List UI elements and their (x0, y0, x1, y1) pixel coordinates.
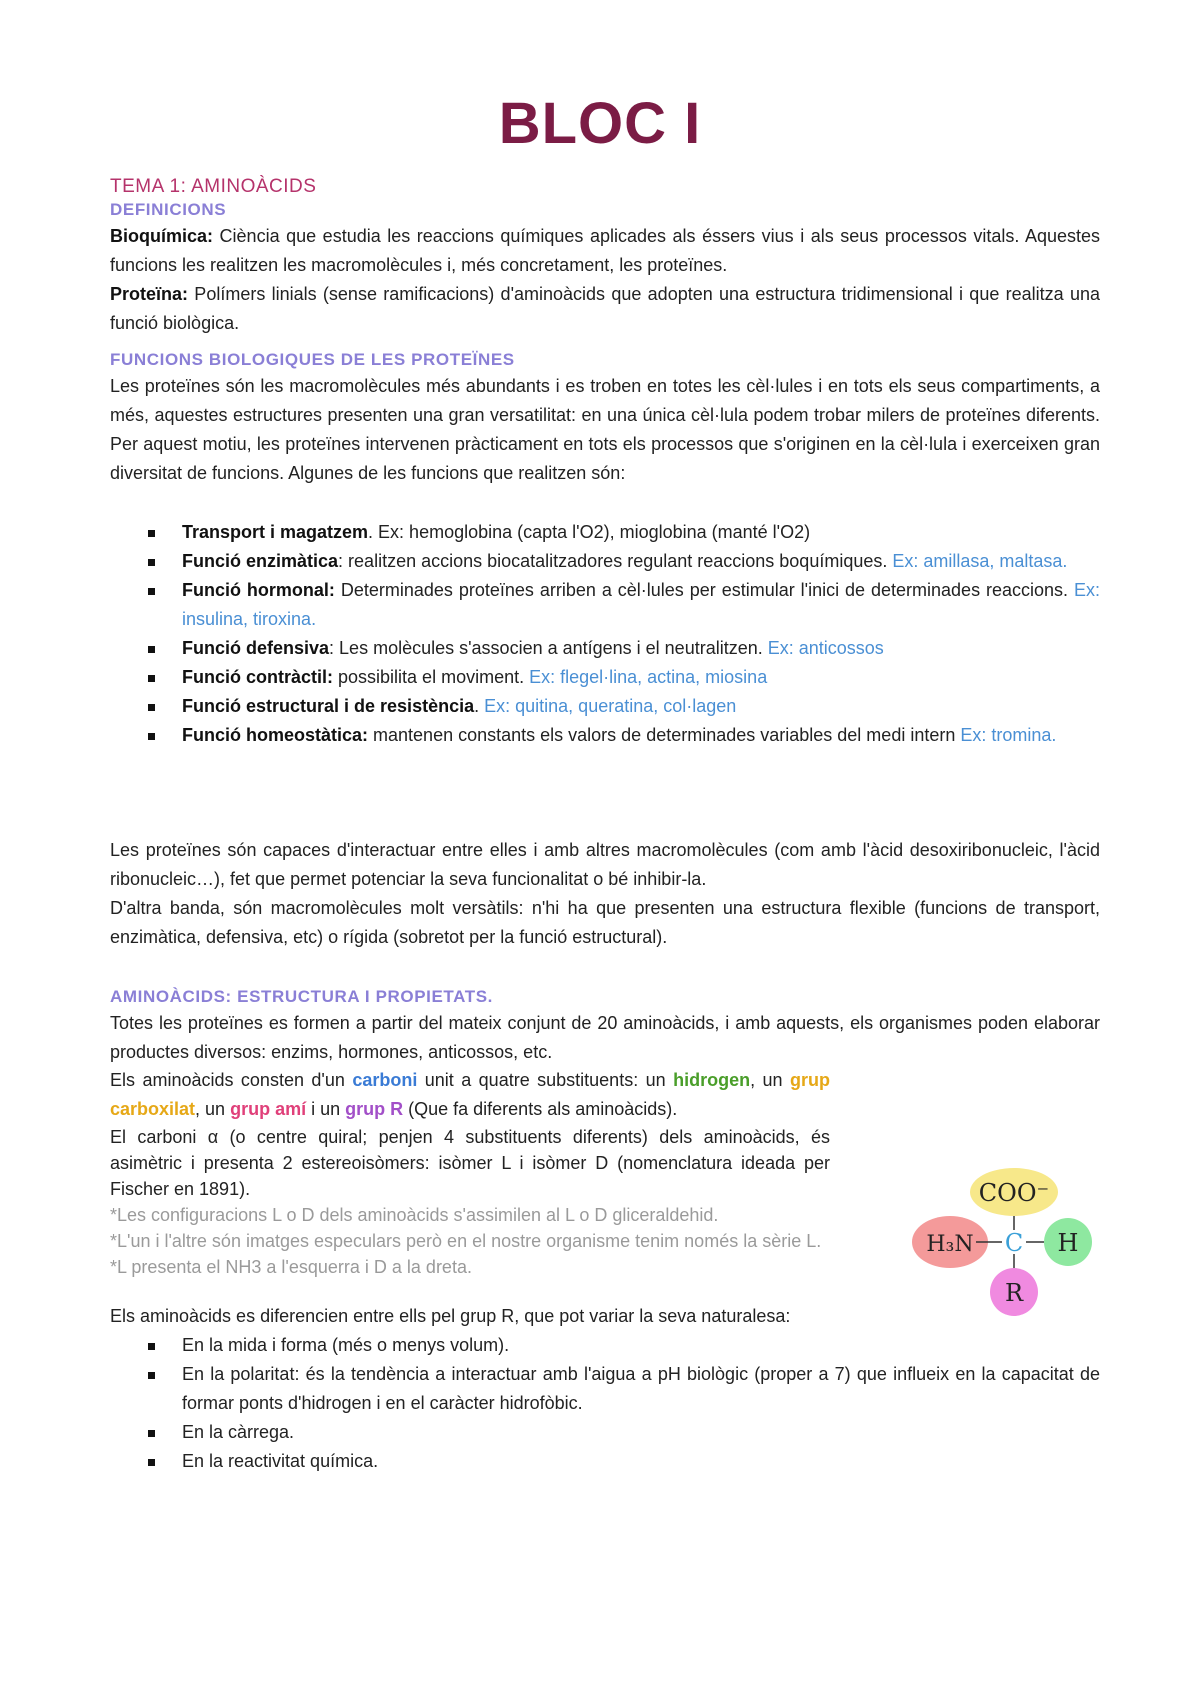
funcio-text: Determinades proteïnes arriben a cèl·lules per estimular l'inici de determinades reaccions. (334, 580, 1074, 600)
bullet-square-icon (148, 1430, 155, 1437)
funcions-section (110, 350, 1100, 488)
bullet-square-icon (148, 588, 155, 595)
aminoacids-paragraph-3: El carboni α (o centre quiral; penjen 4 substituents diferents) dels aminoàcids, és asimètric i presenta 2 estereoisòmers: isòmer L i isòmer D (nomenclatura ideada per Fischer en 1891). (110, 1127, 830, 1199)
bullet-square-icon (148, 530, 155, 537)
funcio-text: . (474, 696, 485, 716)
r-label: R (1004, 1279, 1024, 1307)
funcio-term: Funció enzimàtica (182, 551, 339, 571)
funcio-text: . Ex: hemoglobina (capta l'O2), mioglobina (manté l'O2) (368, 522, 811, 542)
funcions-heading: FUNCIONS BIOLOGIQUES DE LES PROTEÏNES (110, 350, 515, 369)
h-label: H (1057, 1229, 1079, 1257)
funcio-text: possibilita el moviment. (333, 667, 530, 687)
note-line: *L'un i l'altre són imatges especulars però en el nostre organisme tenim només la sèrie L. (110, 1231, 822, 1251)
funcio-term: Funció estructural i de resistència (182, 696, 475, 716)
funcio-item (110, 634, 1100, 663)
aminoacids-heading: AMINOÀCIDS: ESTRUCTURA I PROPIETATS. (110, 987, 494, 1006)
aminoacids-paragraph-4: Els aminoàcids es diferencien entre ells pel grup R, que pot variar la seva naturalesa: (110, 1306, 791, 1326)
bullet-square-icon (148, 646, 155, 653)
coo-label: COO⁻ (978, 1179, 1050, 1207)
h3n-label: H₃N (926, 1232, 974, 1257)
funcio-item (110, 721, 1100, 750)
funcio-text: : Les molècules s'associen a antígens i el neutralitzen. (329, 638, 768, 658)
carbon-label: C (1004, 1229, 1024, 1257)
funcio-item (110, 692, 1100, 721)
bullet-square-icon (148, 559, 155, 566)
note-line: *L presenta el NH3 a l'esquerra i D a la dreta. (110, 1257, 472, 1277)
grup-r-item (110, 1418, 1100, 1447)
grup-r-item (110, 1447, 1100, 1476)
funcio-example: Ex: insulina, tiroxina. (182, 580, 1100, 629)
proteina-text: Polímers linials (sense ramificacions) d'aminoàcids que adopten una estructura tridimensional i que realitza una funció biològica. (110, 284, 1100, 333)
funcio-item (110, 663, 1100, 692)
bioquimica-text: Ciència que estudia les reaccions químiques aplicades als éssers vius i als seus processos vitals. Aquestes funcions les realitzen les macromolècules i, més concretament, les proteïnes. (110, 226, 1100, 275)
bioquimica-definition (110, 222, 1100, 280)
funcio-item (110, 518, 1100, 547)
proteina-term: Proteïna: (110, 284, 189, 304)
definicions-heading: DEFINICIONS (110, 200, 227, 219)
grup-r-item-text: En la reactivitat química. (182, 1451, 379, 1471)
grup-r-section (110, 1302, 1100, 1476)
proteina-definition (110, 280, 1100, 338)
carboni-label: carboni (352, 1070, 418, 1090)
definicions-section (110, 200, 1100, 338)
versatility-paragraph: D'altra banda, són macromolècules molt versàtils: n'hi ha que presenten una estructura flexible (funcions de transport, enzimàtica, defensiva, etc) o rígida (sobretot per la funció estructural). (110, 898, 1100, 947)
amino-acid-structure-diagram (912, 1160, 1102, 1320)
funcio-term: Funció homeostàtica: (182, 725, 369, 745)
funcio-term: Transport i magatzem (182, 522, 369, 542)
funcio-example: Ex: tromina. (960, 725, 1057, 745)
hidrogen-label: hidrogen (673, 1070, 751, 1090)
tema-heading: TEMA 1: AMINOÀCIDS (110, 176, 317, 197)
bullet-square-icon (148, 1372, 155, 1379)
aminoacids-structure-text (110, 1066, 830, 1202)
interaction-paragraph: Les proteïnes són capaces d'interactuar entre elles i amb altres macromolècules (com amb l'àcid desoxiribonucleic, l'àcid ribonucleic…), fet que permet potenciar la seva funcionalitat o bé inhibir-la. (110, 840, 1100, 889)
aminoacids-paragraph-2: Els aminoàcids consten d'un carboni unit a quatre substituents: un hidrogen, un grup carboxilat, un grup amí i un grup R (Que fa diferents als aminoàcids). (110, 1070, 830, 1119)
bioquimica-term: Bioquímica: (110, 226, 214, 246)
funcio-term: Funció hormonal: (182, 580, 335, 600)
grup-r-item-text: En la polaritat: és la tendència a interactuar amb l'aigua a pH biològic (proper a 7) que influeix en la capacitat de formar ponts d'hidrogen i en el caràcter hidrofòbic. (182, 1364, 1100, 1413)
funcions-intro: Les proteïnes són les macromolècules més abundants i es troben en totes les cèl·lules i en tots els seus compartiments, a més, aquestes estructures presenten una gran versatilitat: en una única cèl·lula podem trobar milers de proteïnes diferents. Per aquest motiu, les proteïnes intervenen pràcticament en tots els processos que s'originen en la cèl·lula i exerceixen gran diversitat de funcions. Algunes de les funcions que realitzen són: (110, 376, 1100, 483)
funcio-text: mantenen constants els valors de determinades variables del medi intern (368, 725, 961, 745)
grup-r-item (110, 1360, 1100, 1418)
funcio-term: Funció contràctil: (182, 667, 334, 687)
funcio-example: Ex: flegel·lina, actina, miosina (529, 667, 768, 687)
bullet-square-icon (148, 704, 155, 711)
grup-r-label: grup R (345, 1099, 404, 1119)
grup-ami-label: grup amí (230, 1099, 307, 1119)
bullet-square-icon (148, 1343, 155, 1350)
funcio-term: Funció defensiva (182, 638, 330, 658)
funcio-example: Ex: amillasa, maltasa. (892, 551, 1068, 571)
note-line: *Les configuracions L o D dels aminoàcids s'assimilen al L o D gliceraldehid. (110, 1205, 719, 1225)
funcio-item (110, 576, 1100, 634)
funcio-example: Ex: anticossos (767, 638, 884, 658)
bullet-square-icon (148, 675, 155, 682)
grup-carboxilat-label: grup carboxilat (110, 1070, 830, 1119)
funcio-text: : realitzen accions biocatalitzadores regulant reaccions boquímiques. (338, 551, 893, 571)
bullet-square-icon (148, 1459, 155, 1466)
funcio-item (110, 547, 1100, 576)
funcions-list (110, 518, 1100, 750)
grup-r-item-text: En la mida i forma (més o menys volum). (182, 1335, 510, 1355)
page-title: BLOC I (498, 91, 702, 156)
funcio-example: Ex: quitina, queratina, col·lagen (484, 696, 737, 716)
grup-r-item-text: En la càrrega. (182, 1422, 295, 1442)
grup-r-item (110, 1331, 1100, 1360)
aminoacids-paragraph-1: Totes les proteïnes es formen a partir del mateix conjunt de 20 aminoàcids, i amb aquests, els organismes poden elaborar productes diversos: enzims, hormones, anticossos, etc. (110, 1013, 1100, 1062)
interaction-paragraphs (110, 836, 1100, 952)
aminoacids-section (110, 987, 1100, 1067)
bullet-square-icon (148, 733, 155, 740)
